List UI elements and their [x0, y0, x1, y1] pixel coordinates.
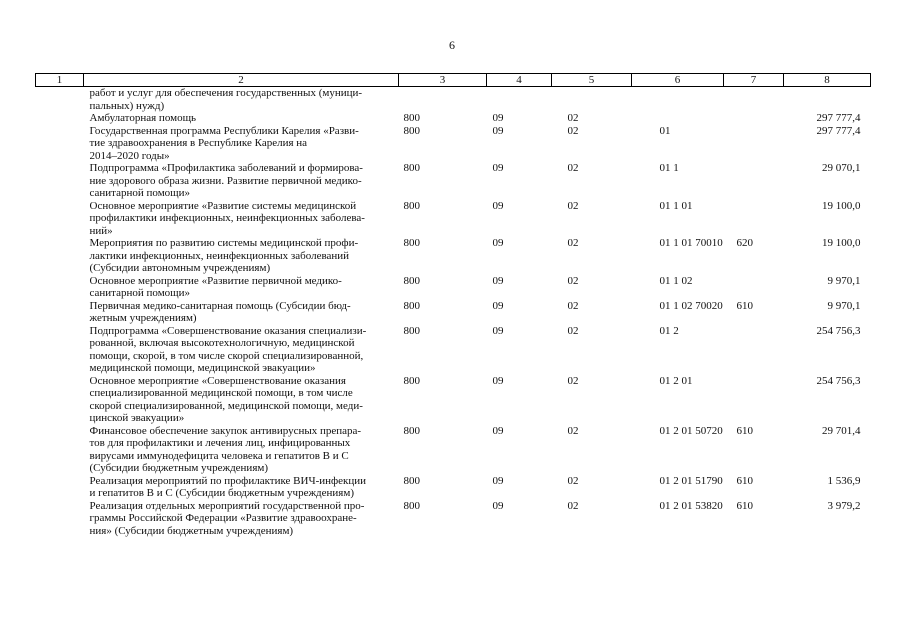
row-subsection: 02	[567, 499, 579, 512]
row-subsection: 02	[567, 112, 579, 124]
row-target-code: 01 2 01 53820	[659, 499, 723, 512]
row-section: 09	[492, 124, 504, 137]
row-section: 09	[492, 199, 504, 212]
empty-cell	[36, 200, 84, 238]
row-name: Подпрограмма «Профилактика заболеваний и формирова- ние здорового образа жизни. Развитие первичной медико- санитарной помощи»	[89, 162, 363, 199]
empty-cell	[36, 112, 84, 125]
empty-cell	[36, 325, 84, 375]
row-section: 09	[492, 474, 504, 487]
row-subsection	[552, 87, 632, 113]
header-cell-5: 5	[552, 74, 632, 87]
row-admin-code: 800	[403, 474, 420, 487]
header-cell-1: 1	[36, 74, 84, 87]
row-section: 09	[492, 424, 504, 437]
header-cell-8: 8	[784, 74, 871, 87]
empty-cell	[36, 162, 84, 200]
row-expense-type: 610	[736, 299, 753, 312]
empty-cell	[36, 300, 84, 325]
row-expense-type	[724, 275, 784, 300]
row-target-code: 01 2 01 51790	[659, 474, 723, 487]
row-admin-code: 800	[403, 324, 420, 337]
header-cell-3: 3	[399, 74, 487, 87]
row-section: 09	[492, 162, 504, 174]
row-section: 09	[492, 299, 504, 312]
row-target-code: 01 2 01	[659, 374, 693, 387]
row-expense-type	[724, 162, 784, 200]
row-admin-code: 800	[403, 299, 420, 312]
row-subsection: 02	[567, 199, 579, 212]
row-name: Подпрограмма «Совершенствование оказания специализи- рованной, включая высокотехнологичную, медицинской помощи, скорой, в том числе скорой специализированной, медицинской помощи, медицинской эвакуации»	[89, 324, 367, 374]
row-admin-code: 800	[403, 237, 420, 249]
empty-cell	[36, 425, 84, 475]
table-row	[36, 325, 871, 375]
row-section: 09	[492, 374, 504, 387]
row-target-code	[632, 112, 724, 125]
row-subsection: 02	[567, 237, 579, 249]
row-name: Реализация мероприятий по профилактике ВИЧ-инфекции и гепатитов В и С (Субсидии бюджетным учреждениям)	[89, 474, 367, 499]
row-subsection: 02	[567, 162, 579, 174]
empty-cell	[36, 275, 84, 300]
table-row	[36, 125, 871, 163]
row-admin-code: 800	[403, 499, 420, 512]
row-sum: 19 100,0	[822, 199, 861, 212]
table-row	[36, 275, 871, 300]
row-target-code: 01 1 02 70020	[659, 299, 723, 312]
empty-cell	[36, 375, 84, 425]
row-sum: 1 536,9	[827, 474, 861, 487]
row-expense-type	[724, 87, 784, 113]
empty-cell	[36, 237, 84, 275]
row-expense-type: 610	[736, 474, 753, 487]
row-admin-code: 800	[403, 112, 420, 124]
table-body	[36, 87, 871, 538]
row-subsection: 02	[567, 474, 579, 487]
row-target-code	[632, 87, 724, 113]
row-expense-type: 610	[736, 424, 753, 437]
row-expense-type	[724, 112, 784, 125]
table-row	[36, 500, 871, 538]
row-name: Основное мероприятие «Совершенствование оказания специализированной медицинской помощи, в том числе скорой специализированной, медицинской помощи, меди- цинской эвакуации»	[89, 374, 363, 424]
row-sum: 254 756,3	[816, 374, 861, 387]
row-sum: 29 701,4	[822, 424, 861, 437]
row-name: Первичная медико-санитарная помощь (Субсидии бюд- жетным учреждениям)	[89, 299, 351, 324]
row-name: Основное мероприятие «Развитие первичной медико- санитарной помощи»	[89, 274, 342, 299]
row-target-code: 01 1	[659, 162, 679, 174]
page-number: 6	[449, 38, 455, 52]
row-name: Основное мероприятие «Развитие системы медицинской профилактики инфекционных, неинфекционных заболева- ний»	[89, 199, 365, 237]
row-sum: 19 100,0	[822, 237, 861, 249]
row-expense-type: 620	[736, 237, 753, 249]
row-sum: 3 979,2	[827, 499, 861, 512]
header-cell-4: 4	[487, 74, 552, 87]
header-row	[36, 74, 871, 87]
empty-cell	[36, 87, 84, 113]
row-sum: 297 777,4	[816, 112, 861, 124]
row-name: Государственная программа Республики Карелия «Разви- тие здравоохранения в Республике Карелия на 2014–2020 годы»	[89, 124, 359, 162]
row-sum: 254 756,3	[816, 324, 861, 337]
row-admin-code: 800	[403, 374, 420, 387]
table-row	[36, 300, 871, 325]
row-admin-code: 800	[403, 162, 420, 174]
row-target-code: 01 1 02	[659, 274, 693, 287]
table-row	[36, 112, 871, 125]
row-expense-type	[724, 125, 784, 163]
row-expense-type	[724, 375, 784, 425]
row-subsection: 02	[567, 374, 579, 387]
row-admin-code: 800	[403, 424, 420, 437]
budget-table	[35, 73, 871, 537]
row-name: Реализация отдельных мероприятий государственной про- граммы Российской Федерации «Развитие здравоохране- ния» (Субсидии бюджетным учреждениям)	[89, 499, 365, 537]
table-row	[36, 162, 871, 200]
row-sum: 9 970,1	[827, 299, 861, 312]
empty-cell	[36, 475, 84, 500]
row-section: 09	[492, 499, 504, 512]
row-name: Финансовое обеспечение закупок антивирусных препара- тов для профилактики и лечения лиц, инфицированных вирусами иммунодефицита человека и гепатитов В и С (Субсидии бюджетным учреждениям)	[89, 424, 362, 474]
row-expense-type	[724, 200, 784, 238]
row-subsection: 02	[567, 299, 579, 312]
table-row	[36, 375, 871, 425]
row-subsection: 02	[567, 424, 579, 437]
row-admin-code: 800	[403, 124, 420, 137]
row-name: Мероприятия по развитию системы медицинской профи- лактики инфекционных, неинфекционных заболеваний (Субсидии автономным учреждениям)	[89, 237, 359, 274]
row-subsection: 02	[567, 324, 579, 337]
row-target-code: 01	[659, 124, 671, 137]
row-name: Амбулаторная помощь	[89, 112, 197, 124]
table-row	[36, 425, 871, 475]
row-sum: 29 070,1	[822, 162, 861, 174]
table-row	[36, 475, 871, 500]
row-sum	[784, 87, 871, 113]
header-cell-7: 7	[724, 74, 784, 87]
empty-cell	[36, 125, 84, 163]
row-sum: 297 777,4	[816, 124, 861, 137]
row-section: 09	[492, 237, 504, 249]
row-sum: 9 970,1	[827, 274, 861, 287]
empty-cell	[36, 500, 84, 538]
row-admin-code: 800	[403, 274, 420, 287]
table-row	[36, 237, 871, 275]
table-row	[36, 200, 871, 238]
row-expense-type: 610	[736, 499, 753, 512]
table-row	[36, 87, 871, 113]
row-target-code: 01 1 01 70010	[659, 237, 723, 249]
row-section: 09	[492, 324, 504, 337]
row-section: 09	[492, 112, 504, 124]
row-target-code: 01 2	[659, 324, 679, 337]
row-admin-code: 800	[403, 199, 420, 212]
row-target-code: 01 1 01	[659, 199, 693, 212]
header-cell-2: 2	[84, 74, 399, 87]
row-section	[487, 87, 552, 113]
row-subsection: 02	[567, 274, 579, 287]
header-cell-6: 6	[632, 74, 724, 87]
row-target-code: 01 2 01 50720	[659, 424, 723, 437]
row-section: 09	[492, 274, 504, 287]
row-expense-type	[724, 325, 784, 375]
row-subsection: 02	[567, 124, 579, 137]
row-admin-code	[399, 87, 487, 113]
row-name: работ и услуг для обеспечения государственных (муници- пальных) нужд)	[89, 87, 363, 112]
